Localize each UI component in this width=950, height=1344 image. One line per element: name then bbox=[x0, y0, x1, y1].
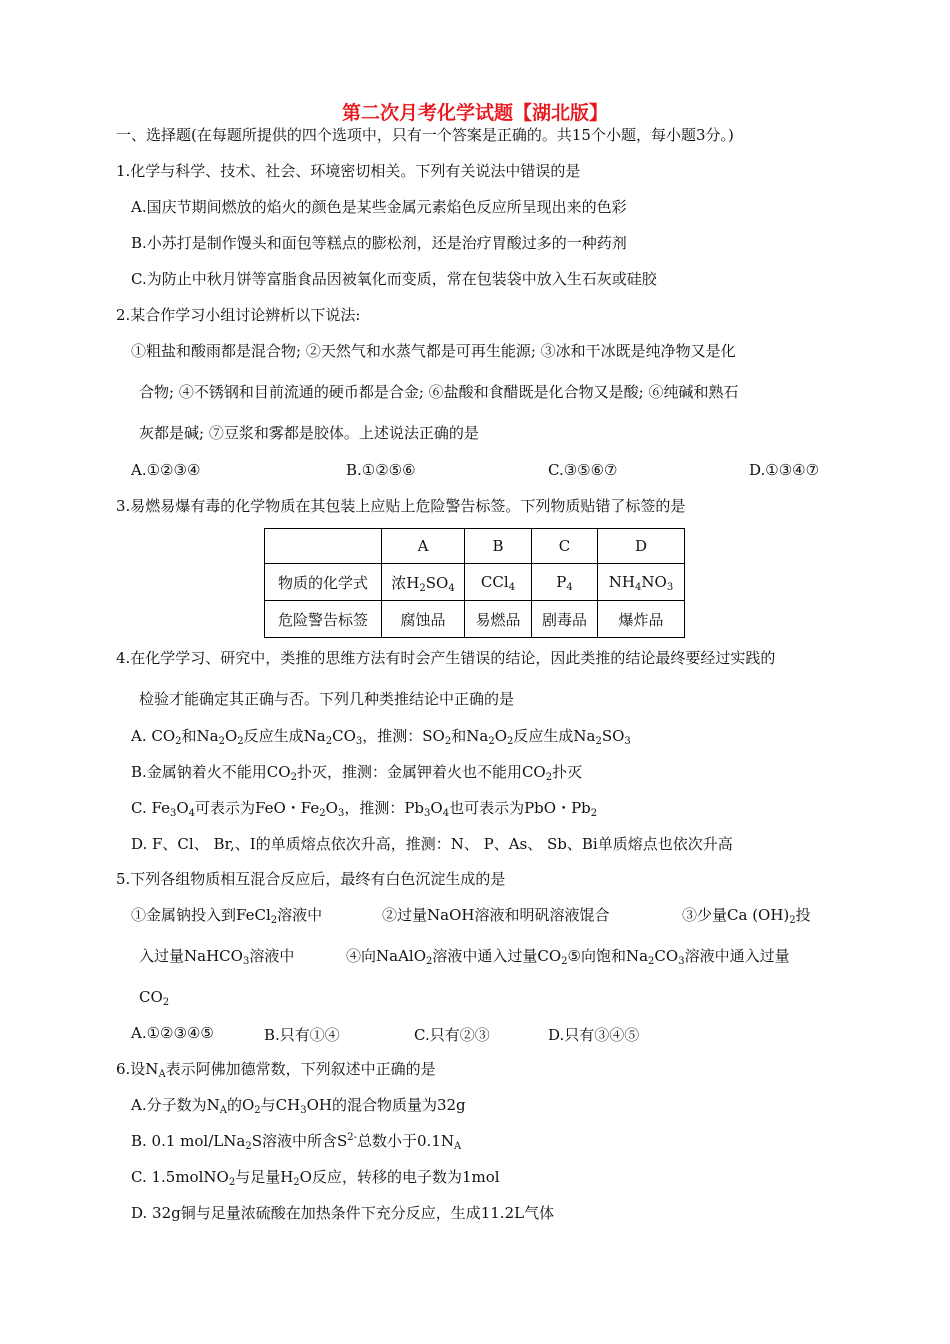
table-header-cell: D bbox=[598, 529, 685, 564]
table-header-row bbox=[265, 529, 685, 564]
question-4-stem-2: 检验才能确定其正确与否。下列几种类推结论中正确的是 bbox=[139, 690, 515, 708]
table-cell: 腐蚀品 bbox=[382, 601, 465, 638]
question-6-option-b: B. 0.1 mol/LNa$_2$S溶液中所含$S^{2-}$总数小于$0.1N_A$ bbox=[131, 1132, 462, 1152]
table-cell: CCl$_4$ bbox=[465, 564, 532, 601]
page-title: 第二次月考化学试题【湖北版】 bbox=[341, 102, 608, 124]
table-header-cell: B bbox=[465, 529, 532, 564]
table-row-label: 物质的化学式 bbox=[265, 564, 382, 601]
question-6-option-c: C. 1.5molNO$_2$与足量$H_2O$反应，转移的电子数为1mol bbox=[131, 1168, 500, 1188]
hazard-label-table bbox=[264, 528, 685, 638]
question-5-item-5-cont: $CO_2$ bbox=[139, 988, 170, 1008]
section-heading: 一、选择题(在每题所提供的四个选项中，只有一个答案是正确的。共15个小题，每小题3分。) bbox=[116, 126, 734, 144]
question-5-item-3-cont: 入过量NaHCO$_3$溶液中 bbox=[139, 947, 295, 967]
question-5-item-4-5: ④向NaAlO$_2$溶液中通入过量$CO_2⑤$向饱和$Na_2CO_3$溶液中通入过量 bbox=[346, 947, 790, 967]
table-cell: $NH_4NO_3$ bbox=[598, 564, 685, 601]
question-4-option-b: B.金属钠着火不能用$CO_2$扑灭，推测：金属钾着火也不能用$CO_2$扑灭 bbox=[131, 763, 583, 783]
question-4-option-d: D. F、Cl、 Br,、I的单质熔点依次升高，推测：N、 P、As、 Sb、Bi单质熔点也依次升高 bbox=[131, 835, 733, 853]
question-4-option-a: A. $CO_2$和$Na_2O_2$反应生成$Na_2CO_3$，推测：$SO_2$和$Na_2O_2$反应生成$Na_2SO_3$ bbox=[131, 727, 631, 747]
table-cell: 剧毒品 bbox=[532, 601, 598, 638]
table-header-cell: A bbox=[382, 529, 465, 564]
question-2-stem: 2.某合作学习小组讨论辨析以下说法: bbox=[116, 306, 361, 324]
table-row bbox=[265, 564, 685, 601]
table-row-label: 危险警告标签 bbox=[265, 601, 382, 638]
question-5-option-c: C.只有②③ bbox=[414, 1026, 490, 1044]
question-2-line-3: 灰都是碱; ⑦豆浆和雾都是胶体。上述说法正确的是 bbox=[139, 424, 479, 442]
question-1-stem: 1.化学与科学、技术、社会、环境密切相关。下列有关说法中错误的是 bbox=[116, 162, 581, 180]
question-5-item-3: ③少量Ca $(OH)_2$投 bbox=[682, 906, 811, 926]
question-2-option-c: C.③⑤⑥⑦ bbox=[548, 461, 618, 479]
question-5-item-1: ①金属钠投入到FeCl$_2$溶液中 bbox=[131, 906, 323, 926]
question-1-option-a: A.国庆节期间燃放的焰火的颜色是某些金属元素焰色反应所呈现出来的色彩 bbox=[131, 198, 627, 216]
table-cell: 爆炸品 bbox=[598, 601, 685, 638]
question-5-item-2: ②过量NaOH溶液和明矾溶液馄合 bbox=[382, 906, 610, 924]
question-5-option-b: B.只有①④ bbox=[264, 1026, 340, 1044]
question-5-option-a: A.①②③④⑤ bbox=[131, 1024, 214, 1042]
question-2-option-a: A.①②③④ bbox=[131, 461, 201, 479]
question-6-option-d: D. 32g铜与足量浓硫酸在加热条件下充分反应，生成11.2L气体 bbox=[131, 1204, 555, 1222]
question-3-stem: 3.易燃易爆有毒的化学物质在其包装上应贴上危险警告标签。下列物质贴错了标签的是 bbox=[116, 497, 686, 515]
question-5-stem: 5.下列各组物质相互混合反应后，最终有白色沉淀生成的是 bbox=[116, 870, 506, 888]
table-cell: $P_4$ bbox=[532, 564, 598, 601]
question-4-stem-1: 4.在化学学习、研究中，类推的思维方法有时会产生错误的结论，因此类推的结论最终要经过实践的 bbox=[116, 649, 776, 667]
question-6-option-a: A.分子数为$N_A$的$O_2$与$CH_3OH$的混合物质量为32g bbox=[131, 1096, 466, 1116]
table-row bbox=[265, 601, 685, 638]
question-4-option-c: C. $Fe_3O_4$可表示为FeO・$Fe_2O_3$，推测：$Pb_3O_4$也可表示为PbO・$Pb_2$ bbox=[131, 799, 598, 819]
table-cell: 易燃品 bbox=[465, 601, 532, 638]
question-2-line-1: ①粗盐和酸雨都是混合物; ②天然气和水蒸气都是可再生能源; ③冰和干冰既是纯净物又是化 bbox=[131, 342, 736, 360]
table-header-cell: C bbox=[532, 529, 598, 564]
table-cell: 浓$H_2SO_4$ bbox=[382, 564, 465, 601]
table-header-cell bbox=[265, 529, 382, 564]
question-5-option-d: D.只有③④⑤ bbox=[548, 1026, 640, 1044]
question-1-option-c: C.为防止中秋月饼等富脂食品因被氧化而变质，常在包装袋中放入生石灰或硅胶 bbox=[131, 270, 657, 288]
question-2-line-2: 合物; ④不锈钢和目前流通的硬币都是合金; ⑥盐酸和食醋既是化合物又是酸; ⑥纯碱和熟石 bbox=[139, 383, 739, 401]
question-1-option-b: B.小苏打是制作馒头和面包等糕点的膨松剂，还是治疗胃酸过多的一种药剂 bbox=[131, 234, 627, 252]
question-2-option-d: D.①③④⑦ bbox=[749, 461, 820, 479]
question-6-stem: 6.设$N_A$表示阿佛加德常数，下列叙述中正确的是 bbox=[116, 1060, 436, 1080]
question-2-option-b: B.①②⑤⑥ bbox=[346, 461, 416, 479]
